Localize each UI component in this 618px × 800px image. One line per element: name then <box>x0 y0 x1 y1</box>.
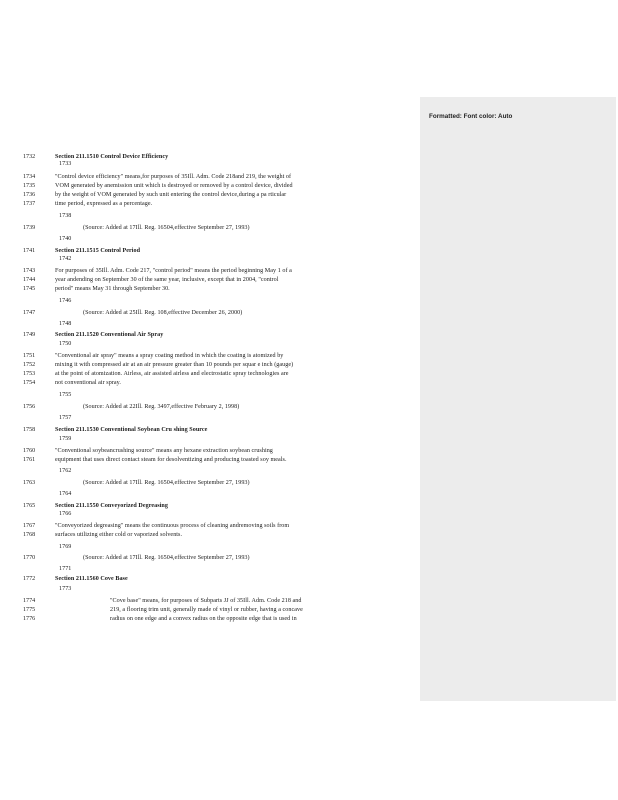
sub-line-number: 1750 <box>59 341 72 347</box>
source-note: (Source: Added at 22Ill. Reg. 3497,effective February 2, 1998) <box>83 404 240 410</box>
section-heading: Section 211.1530 Conventional Soybean Cru shing Source <box>55 427 208 433</box>
text-line: "Control device efficiency" means,for purposes of 35Ill. Adm. Code 218and 219, the weight of <box>55 174 292 180</box>
line-number: 1745 <box>23 286 36 292</box>
sub-line-number: 1762 <box>59 468 72 474</box>
line-number: 1751 <box>23 353 36 359</box>
line-number: 1767 <box>23 523 36 529</box>
text-line: "Cove base" means, for purposes of Subparts JJ of 35Ill. Adm. Code 218 and <box>110 598 302 604</box>
text-line: 219, a flooring trim unit, generally made of vinyl or rubber, having a concave <box>110 607 303 613</box>
line-number: 1770 <box>23 555 36 561</box>
text-line: not conventional air spray. <box>55 380 121 386</box>
line-number: 1775 <box>23 607 36 613</box>
line-number: 1752 <box>23 362 36 368</box>
line-number: 1760 <box>23 448 36 454</box>
sub-line-number: 1740 <box>59 236 72 242</box>
line-number: 1732 <box>23 154 36 160</box>
text-line: "Conveyorized degreasing" means the continuous process of cleaning andremoving soils from <box>55 523 290 529</box>
sub-line-number: 1746 <box>59 298 72 304</box>
line-number: 1735 <box>23 183 36 189</box>
text-line: year andending on September 30 of the same year, inclusive, except that in 2004, "control <box>55 277 279 283</box>
line-number: 1743 <box>23 268 36 274</box>
text-line: at the point of atomization. Airless, air assisted airless and electrostatic spray technologies are <box>55 371 289 377</box>
sub-line-number: 1733 <box>59 161 72 167</box>
text-line: by the weight of VOM generated by such unit entering the control device,during a pa rticular <box>55 192 287 198</box>
text-line: VOM generated by anemission unit which is destroyed or removed by a control device, divided <box>55 183 293 189</box>
line-number: 1749 <box>23 332 36 338</box>
line-number: 1744 <box>23 277 36 283</box>
line-number: 1761 <box>23 457 36 463</box>
text-line: period" means May 31 through September 30. <box>55 286 170 292</box>
section-heading: Section 211.1520 Conventional Air Spray <box>55 332 164 338</box>
line-number: 1756 <box>23 404 36 410</box>
text-line: "Conventional soybeancrushing source" means any hexane extraction soybean crushing <box>55 448 273 454</box>
source-note: (Source: Added at 17Ill. Reg. 16504,effective September 27, 1993) <box>83 555 250 561</box>
section-heading: Section 211.1560 Cove Base <box>55 576 128 582</box>
source-note: (Source: Added at 17Ill. Reg. 16504,effective September 27, 1993) <box>83 480 250 486</box>
sub-line-number: 1764 <box>59 491 72 497</box>
section-heading: Section 211.1510 Control Device Efficiency <box>55 154 169 160</box>
source-note: (Source: Added at 25Ill. Reg. 108,effective December 26, 2000) <box>83 310 243 316</box>
line-number: 1741 <box>23 248 36 254</box>
line-number: 1734 <box>23 174 36 180</box>
text-line: For purposes of 35Ill. Adm. Code 217, "control period" means the period beginning May 1 of a <box>55 268 292 274</box>
sub-line-number: 1773 <box>59 586 72 592</box>
line-number: 1754 <box>23 380 36 386</box>
sub-line-number: 1748 <box>59 321 72 327</box>
sub-line-number: 1759 <box>59 436 72 442</box>
text-line: equipment that uses direct contact steam for desolventizing and producing toasted soy meals. <box>55 457 287 463</box>
sub-line-number: 1738 <box>59 213 72 219</box>
sub-line-number: 1757 <box>59 415 72 421</box>
section-heading: Section 211.1550 Conveyorized Degreasing <box>55 503 168 509</box>
line-number: 1758 <box>23 427 36 433</box>
section-heading: Section 211.1515 Control Period <box>55 248 141 254</box>
text-line: radius on one edge and a convex radius on the opposite edge that is used in <box>110 616 297 622</box>
sub-line-number: 1771 <box>59 566 72 572</box>
sub-line-number: 1769 <box>59 544 72 550</box>
comment-pane <box>420 97 616 701</box>
line-number: 1736 <box>23 192 36 198</box>
text-line: "Conventional air spray" means a spray coating method in which the coating is atomized by <box>55 353 284 359</box>
source-note: (Source: Added at 17Ill. Reg. 16504,effective September 27, 1993) <box>83 225 250 231</box>
line-number: 1739 <box>23 225 36 231</box>
line-number: 1774 <box>23 598 36 604</box>
line-number: 1737 <box>23 201 36 207</box>
line-number: 1768 <box>23 532 36 538</box>
sub-line-number: 1742 <box>59 256 72 262</box>
line-number: 1753 <box>23 371 36 377</box>
sub-line-number: 1755 <box>59 392 72 398</box>
line-number: 1776 <box>23 616 36 622</box>
sub-line-number: 1766 <box>59 511 72 517</box>
line-number: 1772 <box>23 576 36 582</box>
text-line: time period, expressed as a percentage. <box>55 201 153 207</box>
text-line: surfaces utilizing either cold or vaporized solvents. <box>55 532 183 538</box>
text-line: mixing it with compressed air at an air pressure greater than 10 pounds per squar e inch (gauge) <box>55 362 294 368</box>
line-number: 1765 <box>23 503 36 509</box>
line-number: 1747 <box>23 310 36 316</box>
line-number: 1763 <box>23 480 36 486</box>
formatted-comment[interactable]: Formatted: Font color: Auto <box>429 113 513 120</box>
